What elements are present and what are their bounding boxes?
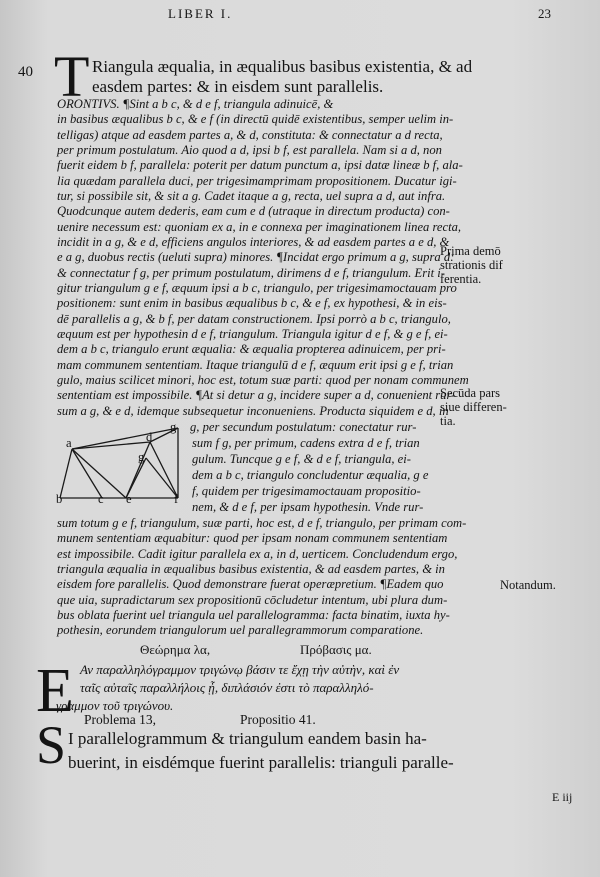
figure-line-ad — [72, 442, 150, 449]
dropcap-t: T — [54, 44, 90, 109]
marginal-note-line: Prima demō — [440, 244, 501, 258]
figure-line-ae — [72, 449, 126, 498]
figure-label-e: e — [126, 492, 132, 506]
greek-theorem-heading: Θεώρημα λα, — [140, 642, 211, 657]
problem-label: Problema 13, — [84, 712, 156, 727]
commentary-line: ORONTIVS. ¶Sint a b c, & d e f, triangula adinuicē, & — [57, 97, 334, 111]
commentary-line: æquum est per hypothesin d e f, triangulum. Triangula igitur d e f, & g e f, ei- — [57, 327, 448, 341]
figure-label-d: d — [146, 430, 153, 444]
marginal-note-notandum: Notandum. — [500, 578, 556, 592]
proposition-41-line-1: I parallelogrammum & triangulum eandem basin ha- — [68, 729, 427, 748]
dropcap-e: E — [36, 657, 74, 725]
page-number: 23 — [538, 6, 551, 21]
figure-label-g2: g — [138, 450, 145, 464]
commentary-narrow-line: sum f g, per primum, cadens extra d e f, trian — [192, 436, 420, 450]
commentary-narrow-line: f, quidem per trigesimamoctauam propositio- — [192, 484, 421, 498]
proposition-41-line-2: buerint, in eisdémque fuerint parallelis: trianguli paralle- — [68, 753, 454, 772]
commentary-line: fuerit eidem b f, parallela: poterit per datum punctum a, ipsi datæ lineæ b f, ala- — [57, 158, 463, 172]
commentary-line: que uia, supradictarum sex propositionū cōcludetur intentum, ubi plura dum- — [57, 593, 448, 607]
margin-number: 40 — [18, 64, 33, 80]
commentary-line: dem a b c, triangulo erunt æqualia: & æqualia propterea adinuicem, per pri- — [57, 342, 446, 356]
dropcap-s: S — [36, 715, 67, 775]
commentary-line: est impossibile. Cadit igitur parallela ex a, in d, uerticem. Concludendum ergo, — [57, 547, 458, 561]
commentary-line: bus oblata fuerint uel triangula uel parallelogramma: facta binatim, iuxta hy- — [57, 608, 450, 622]
figure-line-ac — [72, 449, 102, 498]
figure-line-ag — [72, 428, 178, 449]
greek-line: ταῖς αὐταῖς παραλλήλοις ᾖ, διπλάσιόν ἐστι τὸ παραλληλό- — [80, 680, 374, 695]
commentary-line: mam communem sententiam. Itaque triangulū d e f, æquum erit ipsi g e f, trian — [57, 358, 454, 372]
commentary-line: Quodcunque autem dederis, eam cum e d (utraque in directum producta) con- — [57, 204, 450, 218]
commentary-line: & connectatur f g, per primum postulatum, dirimens d e f, triangulum. Erit i- — [57, 266, 445, 280]
proposition-40-line-1: Riangula æqualia, in æqualibus basibus existentia, & ad — [92, 57, 473, 76]
commentary-line: sum totum g e f, triangulum, suæ parti, hoc est, d e f, triangulo, per primam com- — [57, 516, 467, 530]
commentary-line: incidit in a g, & e d, efficiens angulos interiores, & ad easdem partes a e d, & — [57, 235, 450, 249]
commentary-line: e a g, duobus rectis (ueluti supra) minores. ¶Incidat ergo primum a g, supra d: — [57, 250, 455, 264]
marginal-note-line: strationis dif — [440, 258, 503, 272]
commentary-narrow-line: gulum. Tuncque g e f, & d e f, triangula, ei- — [192, 452, 411, 466]
marginal-note-line: ferentia. — [440, 272, 482, 286]
figure-label-a: a — [66, 436, 72, 450]
geometric-figure — [50, 418, 190, 508]
greek-line: Αν παραλληλόγραμμον τριγώνῳ βάσιν τε ἔχῃ τὴν αὐτὴν, καὶ ἐν — [80, 662, 400, 677]
marginal-note-line: tia. — [440, 414, 456, 428]
commentary-line: gitur triangulum g e f, æquum ipsi a b c, triangulo, per trigesimamoctauam pro — [57, 281, 457, 295]
marginal-note-line: Secūda pars — [440, 386, 501, 400]
figure-label-g: g — [170, 420, 177, 434]
commentary-line: pothesin, eorundem triangulorum uel parallegrammorum comparatione. — [57, 623, 424, 637]
figure-label-b: b — [56, 492, 63, 506]
marginal-note-line: siue differen- — [440, 400, 507, 414]
figure-line-ab — [60, 449, 72, 498]
commentary-line: telligas) atque ad easdem partes a, & d, constituta: & connectatur a d recta, — [57, 128, 443, 142]
commentary-line: sum a g, & e d, idemque subsequetur inconueniens. Producta siquidem e d, in — [57, 404, 449, 418]
commentary-line: gulo, maius scilicet minori, hoc est, totum suæ parti: quod per nonam communem — [57, 373, 469, 387]
figure-label-f: f — [174, 492, 179, 506]
commentary-line: dē parallelis a g, & b f, per datam constructionem. Ipsi porrò a b c, triangulo, — [57, 312, 451, 326]
commentary-line: per primum postulatum. Aio quod a d, ipsi b f, est parallela. Nam si a d, non — [57, 143, 442, 157]
proposition-40-line-2: easdem partes: & in eisdem sunt parallelis. — [92, 77, 384, 96]
commentary-line: in basibus æqualibus b c, & e f (in directū quidē existentibus, semper uelim in- — [57, 112, 454, 126]
running-header: LIBER I. — [168, 6, 233, 21]
greek-proposition-heading: Πρόβασις μα. — [300, 642, 372, 657]
figure-line-df — [150, 442, 178, 498]
commentary-line: uenire necessum est: quoniam ex a, in e connexa per imaginationem linea recta, — [57, 220, 462, 234]
commentary-narrow-line: nem, & d e f, per ipsam hypothesin. Vnde rur- — [192, 500, 424, 514]
commentary-line: eisdem fore parallelis. Quod demonstrare fuerat operæpretium. ¶Eadem quo — [57, 577, 444, 591]
signature-mark: E iij — [552, 790, 573, 804]
commentary-line: lia quædam parallela duci, per trigesimamprimam propositionem. Ducatur igi- — [57, 174, 457, 188]
commentary-line: positionem: sunt enim in basibus æqualibus b c, & e f, ex hypothesi, & in eis- — [57, 296, 447, 310]
commentary-narrow-line: dem a b c, triangulo concludentur æqualia, g e — [192, 468, 429, 482]
commentary-line: tur, si possibile sit, & sit a g. Cadet itaque a g, recta, uel supra a d, aut infra. — [57, 189, 446, 203]
greek-line: γραμμον τοῦ τριγώνου. — [56, 698, 174, 713]
commentary-line: triangula æqualia in æqualibus basibus existentia, & ad easdem partes, & in — [57, 562, 445, 576]
figure-label-c: c — [98, 492, 104, 506]
proposition-label: Propositio 41. — [240, 712, 316, 727]
commentary-line: sententiam est impossibile. ¶At si detur a g, incidere super a d, conuenient rur- — [57, 388, 456, 402]
commentary-narrow-line: g, per secundum postulatum: conectatur rur- — [190, 420, 417, 434]
commentary-line: munem sententiam æquabitur: quod per ipsam nonam communem sententiam — [57, 531, 448, 545]
